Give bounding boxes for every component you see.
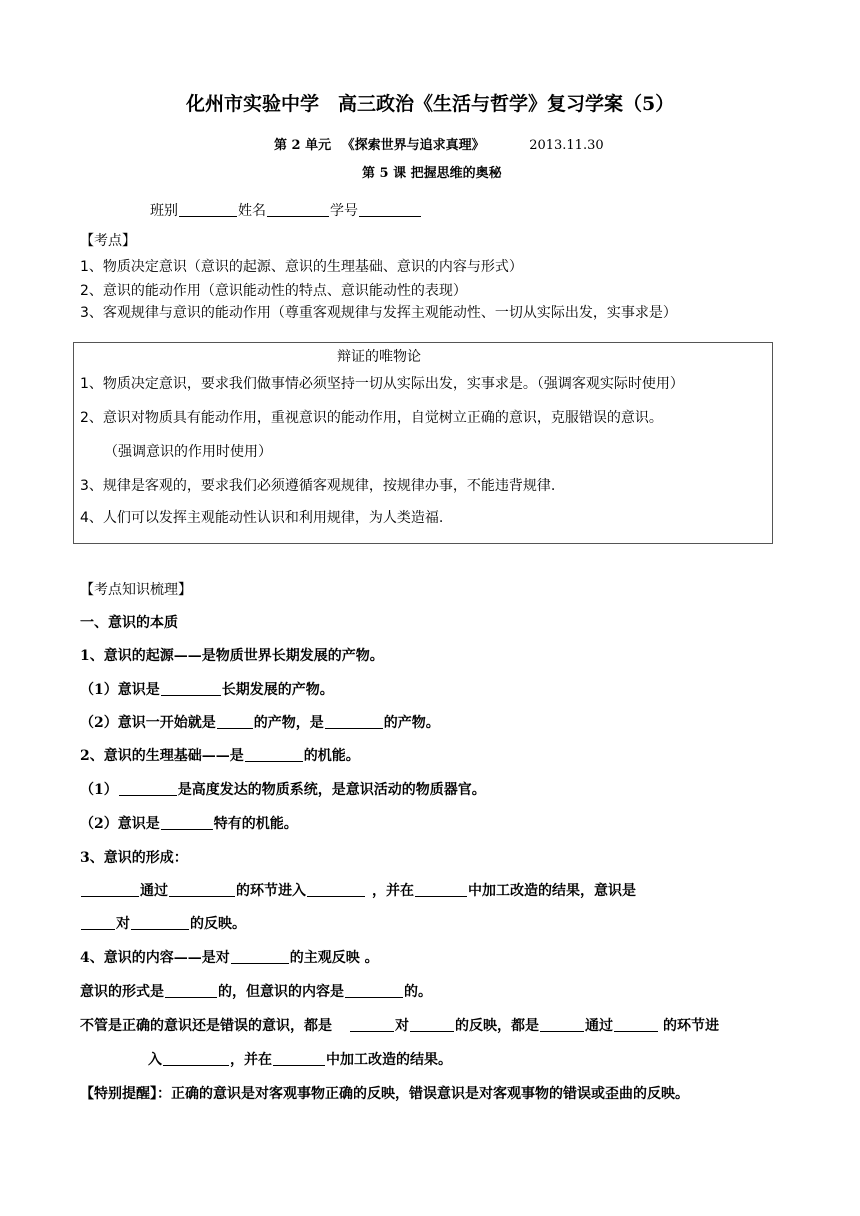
fill-blank[interactable] [161, 814, 213, 830]
both-line-2: 入 ，并在 中加工改造的结果。 [148, 1052, 452, 1068]
box-item: （强调意识的作用时使用） [104, 444, 272, 460]
id-label: 学号 [330, 203, 358, 219]
knowledge-heading: 【考点知识梳理】 [80, 582, 192, 598]
lesson-heading: 第 5 课 把握思维的奥秘 [362, 166, 502, 181]
page-title: 化州市实验中学 高三政治《生活与哲学》复习学案（5） [186, 93, 675, 115]
fill-blank[interactable] [350, 1016, 394, 1032]
student-info [150, 201, 422, 221]
origin-item-1: （1）意识是 长期发展的产物。 [80, 682, 334, 698]
physiology-item-1: （1） 是高度发达的物质系统，是意识活动的物质器官。 [80, 782, 486, 798]
fill-blank[interactable] [81, 881, 139, 897]
fill-blank[interactable] [273, 1050, 325, 1066]
form-line: 意识的形式是 的，但意识的内容是 的。 [80, 984, 432, 1000]
both-line-1: 不管是正确的意识还是错误的意识，都是 对 的反映，都是 通过 的环节进 [80, 1018, 719, 1034]
origin-item-2: （2）意识一开始就是 的产物，是 的产物。 [80, 715, 440, 731]
formation-line-2: 对 的反映。 [80, 914, 246, 934]
box-item: 2、意识对物质具有能动作用，重视意识的能动作用，自觉树立正确的意识，克服错误的意识。 [80, 410, 663, 426]
fill-blank[interactable] [165, 982, 217, 998]
box-item: 4、人们可以发挥主观能动性认识和利用规律，为人类造福. [80, 510, 444, 526]
fill-blank[interactable] [245, 746, 303, 762]
unit-prefix: 第 2 单元 [274, 138, 332, 153]
exam-point-item: 2、意识的能动作用（意识能动性的特点、意识能动性的表现） [80, 283, 467, 299]
fill-blank[interactable] [614, 1016, 658, 1032]
box-title: 辩证的唯物论 [337, 349, 421, 365]
fill-blank[interactable] [217, 713, 253, 729]
fill-blank[interactable] [119, 780, 177, 796]
fill-blank[interactable] [415, 881, 467, 897]
class-label: 班别 [150, 203, 178, 219]
formation-title: 3、意识的形成： [80, 850, 188, 866]
reminder-text: ：正确的意识是对客观事物正确的反映，错误意识是对客观事物的错误或歪曲的反映。 [157, 1086, 689, 1102]
class-blank[interactable] [179, 201, 237, 217]
name-blank[interactable] [267, 201, 329, 217]
box-item: 3、规律是客观的，要求我们必须遵循客观规律，按规律办事，不能违背规律. [80, 478, 556, 494]
fill-blank[interactable] [161, 680, 221, 696]
physiology-title: 2、意识的生理基础——是 的机能。 [80, 748, 360, 764]
fill-blank[interactable] [345, 982, 403, 998]
dialectics-box [73, 342, 773, 544]
exam-point-item: 1、物质决定意识（意识的起源、意识的生理基础、意识的内容与形式） [80, 259, 523, 275]
origin-title: 1、意识的起源——是物质世界长期发展的产物。 [80, 648, 384, 664]
id-blank[interactable] [359, 201, 421, 217]
content-title: 4、意识的内容——是对 的主观反映 。 [80, 950, 379, 966]
fill-blank[interactable] [410, 1016, 454, 1032]
physiology-item-2: （2）意识是 特有的机能。 [80, 816, 298, 832]
formation-line-1: 通过 的环节进入 ，并在 中加工改造的结果，意识是 [80, 881, 636, 901]
fill-blank[interactable] [325, 713, 383, 729]
unit-name: 《探索世界与追求真理》 [341, 138, 485, 153]
exam-point-item: 3、客观规律与意识的能动作用（尊重客观规律与发挥主观能动性、一切从实际出发，实事求是） [80, 305, 677, 321]
exam-points-heading: 【考点】 [80, 233, 136, 249]
date: 2013.11.30 [529, 138, 604, 153]
fill-blank[interactable] [307, 881, 365, 897]
section-heading: 一、意识的本质 [80, 615, 178, 631]
unit-heading [274, 136, 604, 156]
name-label: 姓名 [238, 203, 266, 219]
fill-blank[interactable] [81, 914, 115, 930]
fill-blank[interactable] [231, 948, 289, 964]
fill-blank[interactable] [163, 1050, 229, 1066]
box-item: 1、物质决定意识，要求我们做事情必须坚持一切从实际出发，实事求是。（强调客观实际时使用） [80, 376, 684, 392]
special-reminder [80, 1084, 689, 1104]
reminder-label: 【特别提醒】 [80, 1086, 157, 1102]
fill-blank[interactable] [540, 1016, 584, 1032]
fill-blank[interactable] [169, 881, 235, 897]
fill-blank[interactable] [131, 914, 189, 930]
